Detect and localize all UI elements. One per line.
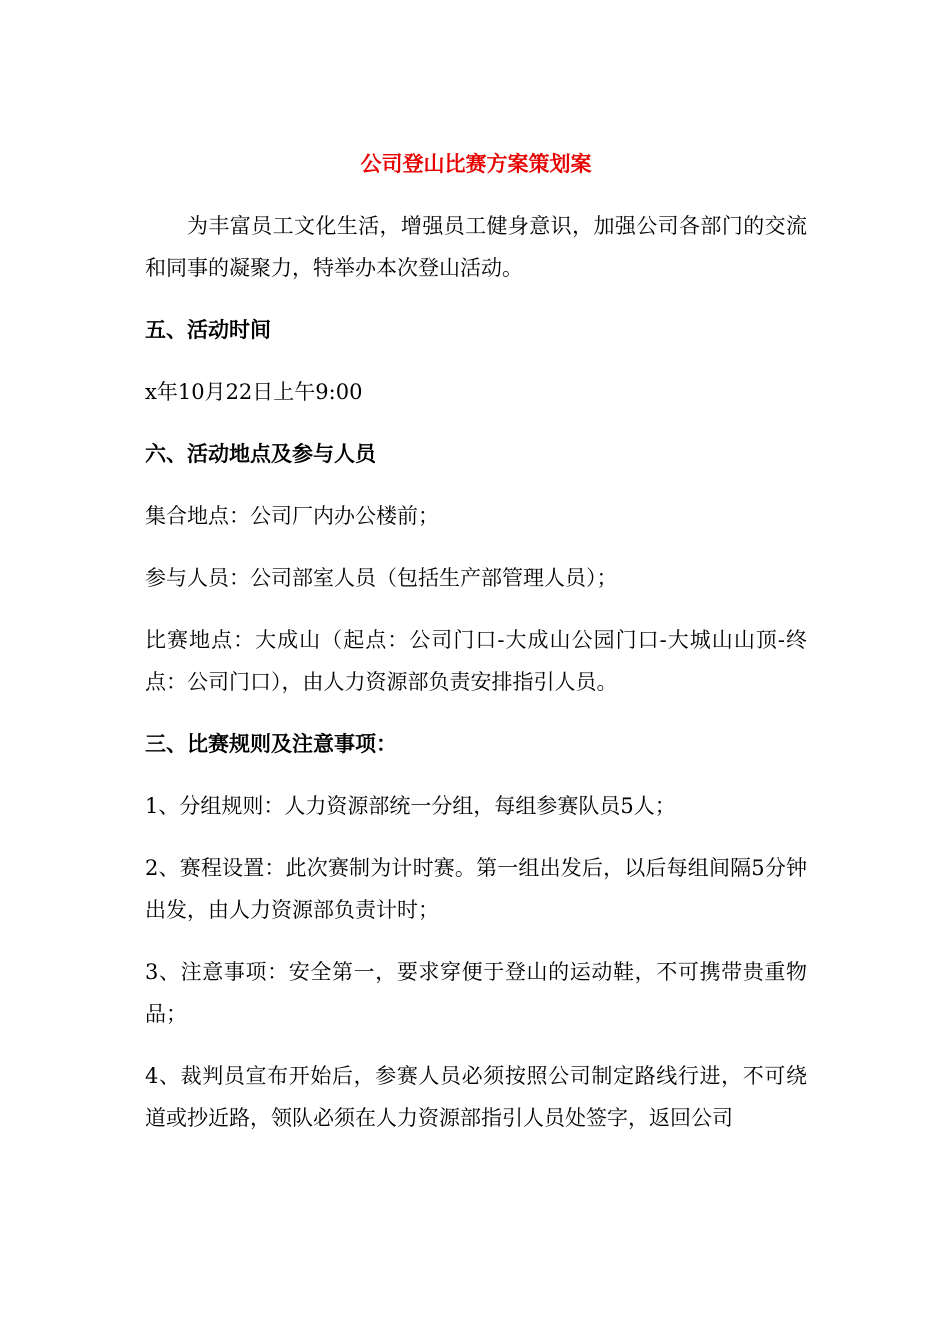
gather-location: 集合地点：公司厂内办公楼前； [145,504,439,528]
section-place-heading: 六、活动地点及参与人员 [145,442,376,466]
participants: 参与人员：公司部室人员（包括生产部管理人员）； [145,566,618,590]
document-body [145,148,807,1159]
rule-item: 4、裁判员宣布开始后，参赛人员必须按照公司制定路线行进，不可绕道或抄近路，领队必须在人力资源部指引人员处签字，返回公司 [145,1064,807,1130]
rule-item: 2、赛程设置：此次赛制为计时赛。第一组出发后，以后每组间隔5分钟出发，由人力资源部负责计时； [145,856,807,922]
rule-item: 3、注意事项：安全第一，要求穿便于登山的运动鞋，不可携带贵重物品； [145,960,807,1026]
document-title: 公司登山比赛方案策划案 [360,152,592,176]
section-time-text: x年10月22日上午9:00 [145,380,363,404]
section-rules-heading: 三、比赛规则及注意事项： [145,732,397,756]
intro-paragraph: 为丰富员工文化生活，增强员工健身意识，加强公司各部门的交流和同事的凝聚力，特举办本次登山活动。 [145,214,807,280]
competition-venue: 比赛地点：大成山（起点：公司门口-大成山公园门口-大城山山顶-终点：公司门口），由人力资源部负责安排指引人员。 [145,628,807,694]
section-time-heading: 五、活动时间 [145,318,271,342]
rule-item: 1、分组规则：人力资源部统一分组，每组参赛队员5人； [145,794,676,818]
